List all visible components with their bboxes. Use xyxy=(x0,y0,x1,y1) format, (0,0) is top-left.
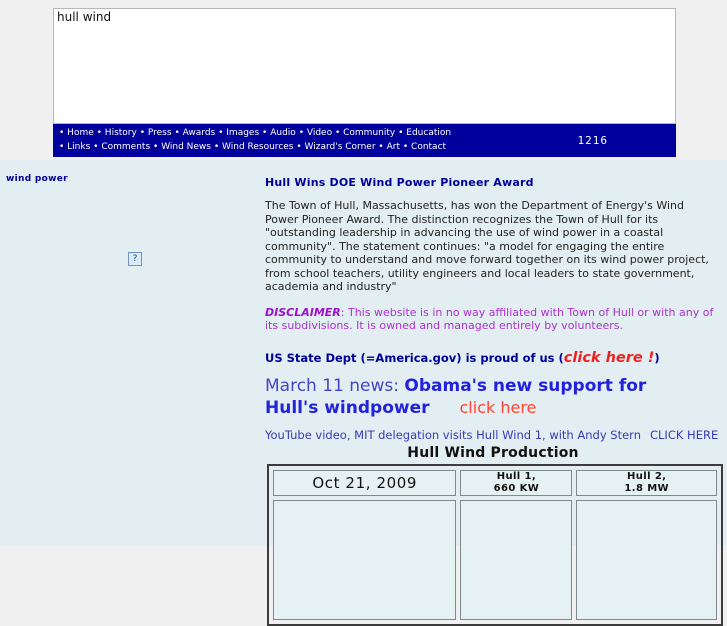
visitor-counter: 1216 xyxy=(577,134,608,147)
state-dept-suffix: ) xyxy=(654,350,660,365)
production-table-title: Hull Wind Production xyxy=(407,444,579,461)
hull2-capacity: 1.8 MW xyxy=(624,482,669,494)
hull2-name: Hull 2, xyxy=(627,470,667,482)
nav-link-comments[interactable]: • Comments xyxy=(93,142,150,152)
banner-alt-text: hull wind xyxy=(57,10,112,24)
state-dept-text: US State Dept (=America.gov) is proud of us ( xyxy=(265,350,564,365)
table-data-row xyxy=(273,500,717,620)
banner-image-placeholder xyxy=(53,8,676,124)
news-line xyxy=(265,375,665,419)
question-mark-glyph: ? xyxy=(132,254,138,264)
hull1-name: Hull 1, xyxy=(496,470,537,482)
nav-link-wizards-corner[interactable]: • Wizard's Corner xyxy=(296,142,375,152)
table-header-row xyxy=(273,470,717,496)
page-title: Hull Wins DOE Wind Power Pioneer Award xyxy=(265,176,534,189)
data-cell-hull2 xyxy=(576,500,717,620)
nav-link-contact[interactable]: • Contact xyxy=(403,142,446,152)
disclaimer-label: DISCLAIMER xyxy=(265,305,341,319)
nav-row-2 xyxy=(59,141,451,155)
content-area xyxy=(0,160,727,545)
broken-image-icon xyxy=(128,252,142,266)
nav-row-1 xyxy=(59,127,451,141)
nav-link-images[interactable]: • Images xyxy=(218,128,259,138)
nav-link-education[interactable]: • Education xyxy=(398,128,451,138)
nav-link-community[interactable]: • Community xyxy=(335,128,395,138)
nav-link-art[interactable]: • Art xyxy=(378,142,400,152)
header-cell-hull2 xyxy=(576,470,717,496)
nav-link-links[interactable]: • Links xyxy=(59,142,90,152)
nav-link-video[interactable]: • Video xyxy=(299,128,332,138)
youtube-line xyxy=(265,428,723,442)
data-cell-hull1 xyxy=(460,500,572,620)
nav-link-awards[interactable]: • Awards xyxy=(174,128,215,138)
news-prefix: March 11 news: xyxy=(265,375,405,396)
award-paragraph: The Town of Hull, Massachusetts, has won the Department of Energy's Wind Power Pioneer Award. The distinction recognizes the Town of Hull for its "outstanding leadership in advancing the use of wind power in a coastal community". The statement continues: "a model for engaging the entire community to understand and move forward together on its wind power project, from school teachers, utility engineers and local leaders to state government, academia and industry" xyxy=(265,199,709,293)
youtube-text: YouTube video, MIT delegation visits Hull Wind 1, with Andy Stern xyxy=(265,427,641,442)
main-column xyxy=(265,176,723,626)
header-cell-hull1 xyxy=(460,470,572,496)
nav-link-history[interactable]: • History xyxy=(97,128,137,138)
nav-link-wind-resources[interactable]: • Wind Resources xyxy=(214,142,294,152)
news-click-here-link[interactable]: click here xyxy=(459,397,537,417)
state-dept-click-here-link[interactable]: click here ! xyxy=(563,349,655,366)
header-cell-date: Oct 21, 2009 xyxy=(273,470,456,496)
main-navigation xyxy=(53,124,676,157)
disclaimer-text xyxy=(265,306,717,333)
nav-link-wind-news[interactable]: • Wind News xyxy=(153,142,211,152)
nav-link-home[interactable]: • Home xyxy=(59,128,94,138)
state-dept-line xyxy=(265,350,723,366)
hull1-capacity: 660 KW xyxy=(493,482,540,494)
nav-link-press[interactable]: • Press xyxy=(140,128,172,138)
youtube-click-here-link[interactable]: CLICK HERE xyxy=(650,427,719,442)
nav-links xyxy=(59,127,451,154)
sidebar-item-wind-power[interactable]: wind power xyxy=(6,174,68,184)
news-headline: Obama's new support for Hull's windpower xyxy=(265,375,647,418)
disclaimer-body: : This website is in no way affiliated with Town of Hull or with any of its subdivisions. It is owned and managed entirely by volunteers. xyxy=(265,305,714,332)
nav-link-audio[interactable]: • Audio xyxy=(262,128,296,138)
data-cell-date xyxy=(273,500,456,620)
